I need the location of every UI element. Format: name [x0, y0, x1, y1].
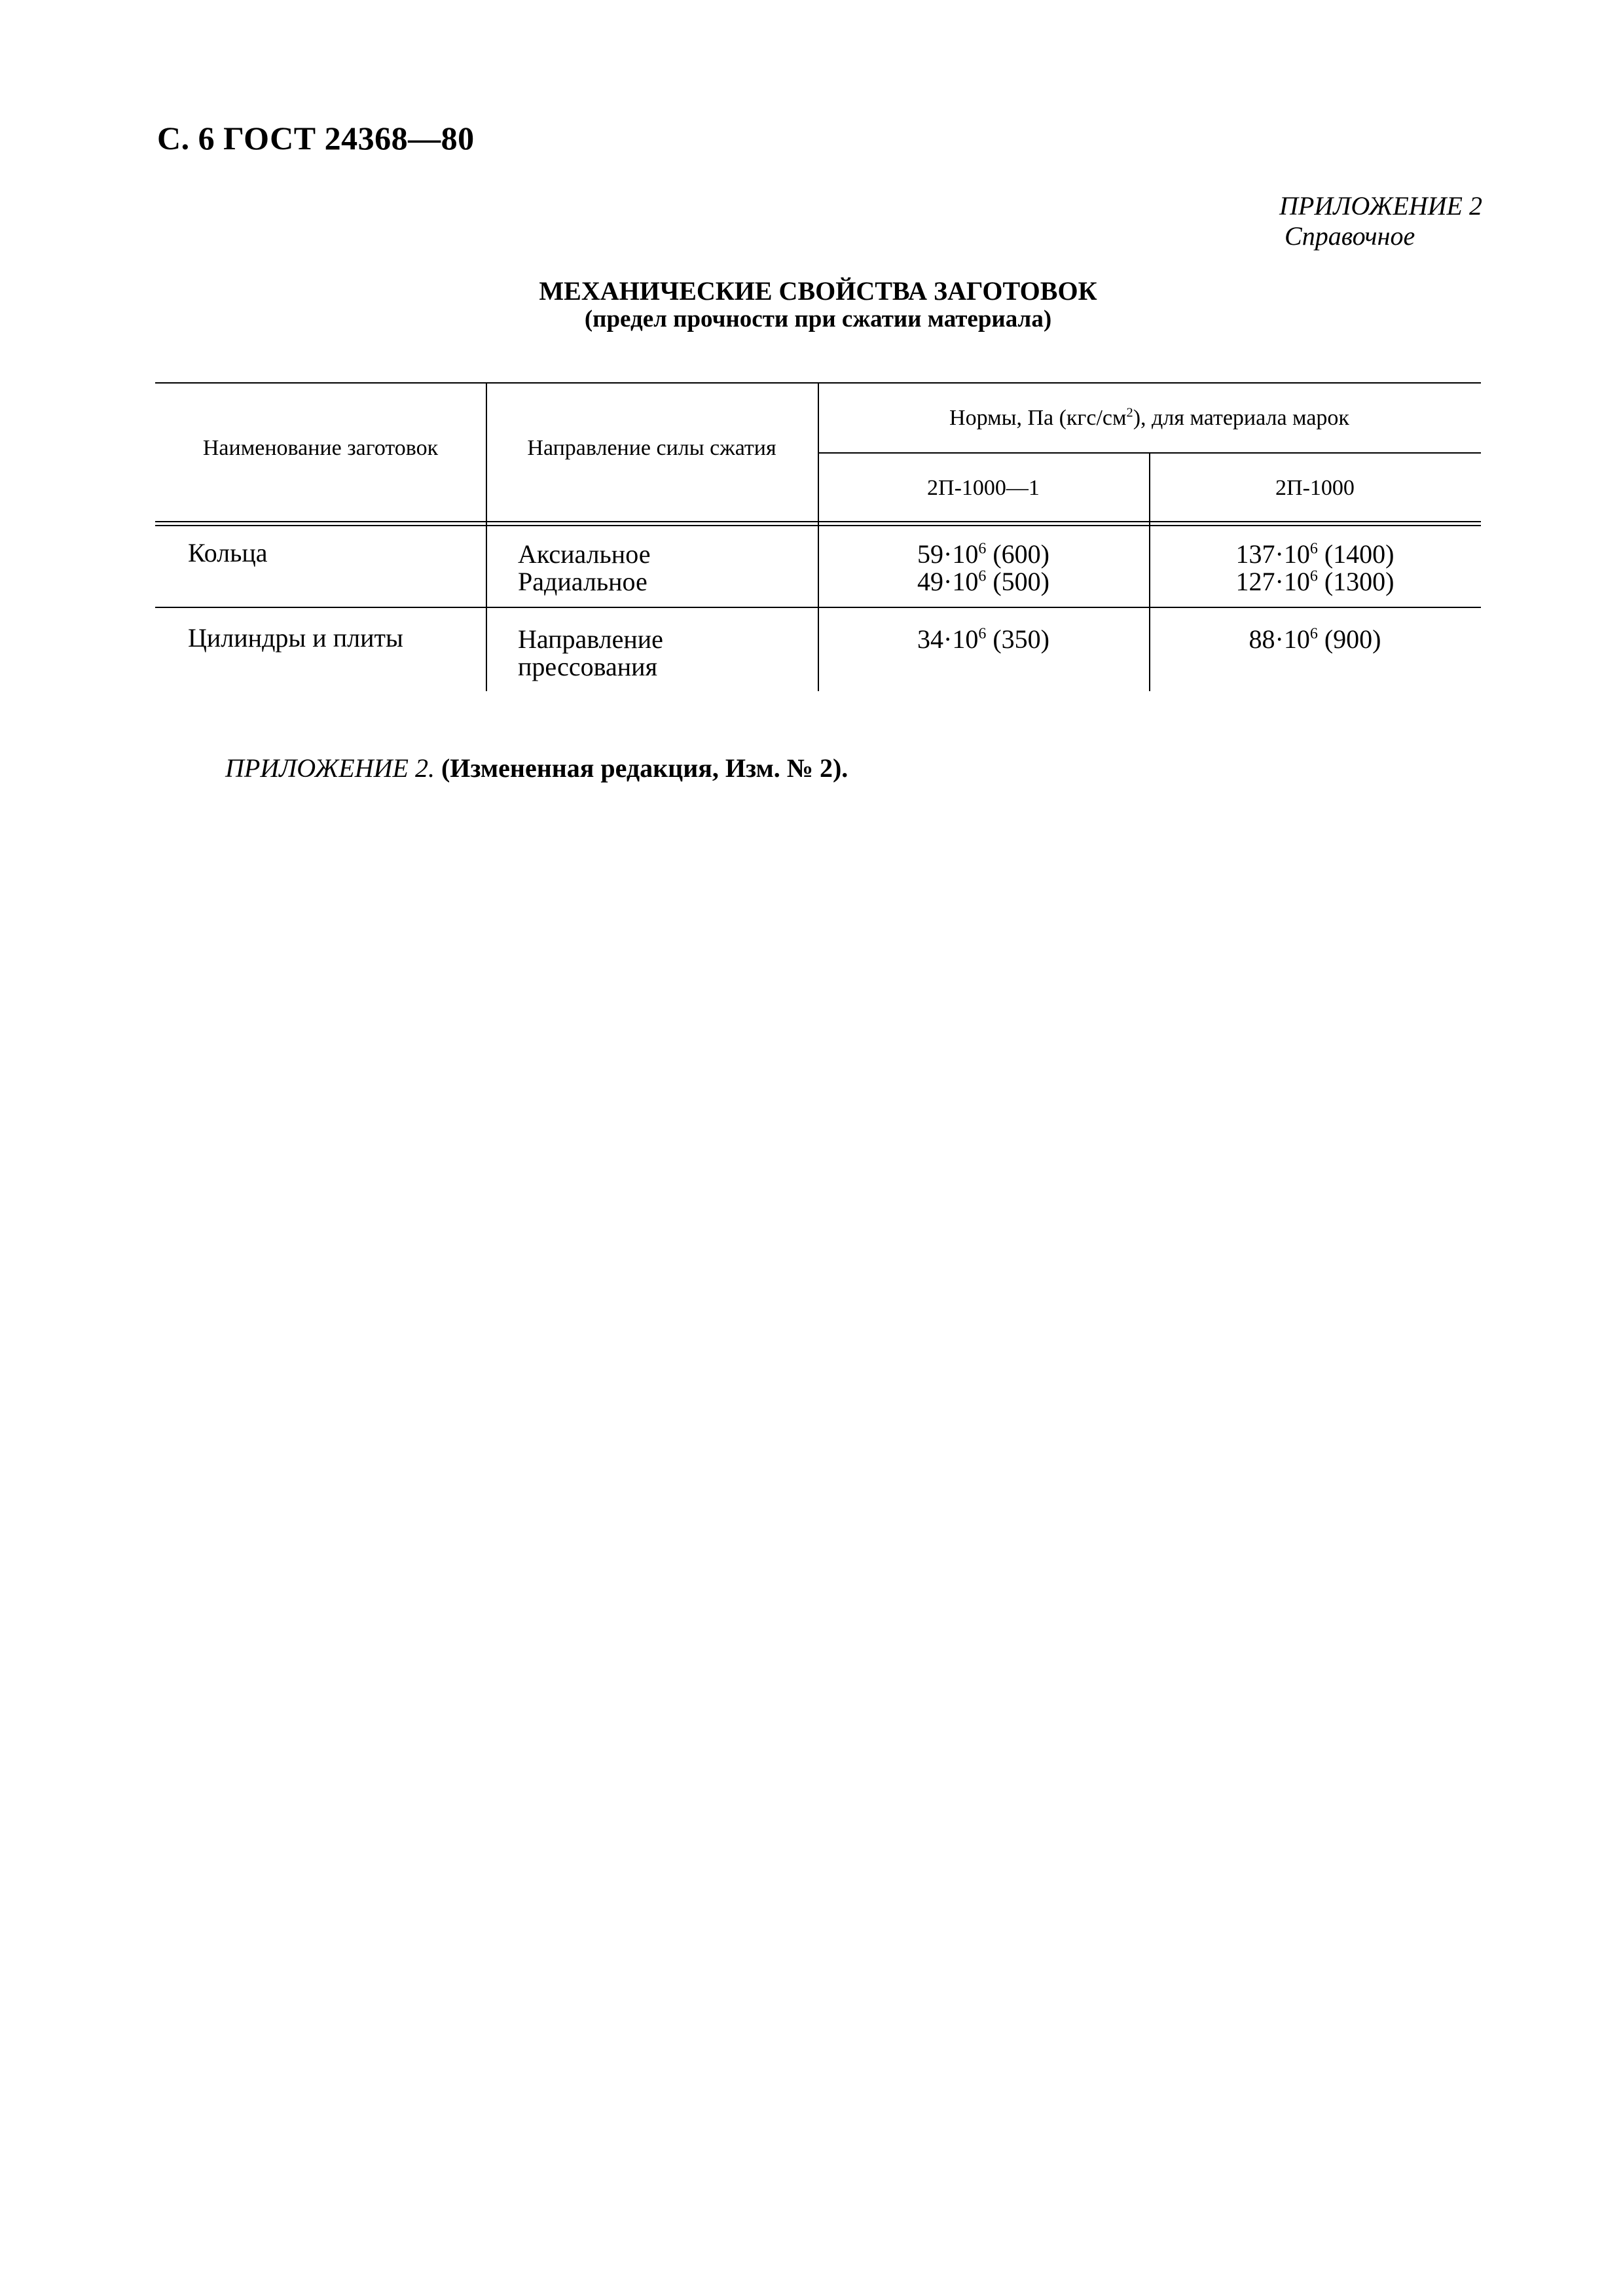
row-1-direction-2: Радиальное — [518, 567, 647, 596]
value-exponent: 6 — [1309, 540, 1318, 558]
row-2-direction-2: прессования — [518, 652, 657, 681]
title-main: МЕХАНИЧЕСКИЕ СВОЙСТВА ЗАГОТОВОК — [539, 276, 1097, 306]
amendment-appendix-ref: ПРИЛОЖЕНИЕ 2. — [225, 753, 435, 783]
row-1-grade-1-value-1 — [818, 541, 1149, 568]
amendment-note — [225, 753, 848, 783]
row-1-grade-2-value-1 — [1149, 541, 1481, 568]
value-kgf: (500) — [993, 567, 1049, 596]
header-direction: Направление силы сжатия — [527, 436, 776, 460]
row-2-direction — [518, 626, 663, 681]
value-mantissa: 49·10 — [917, 567, 979, 596]
row-2-grade-1 — [818, 626, 1149, 653]
value-kgf: (350) — [993, 624, 1049, 654]
row-2-direction-1: Направление — [518, 624, 663, 654]
header-grade-1: 2П-1000—1 — [927, 476, 1040, 500]
value-exponent: 6 — [978, 625, 987, 643]
value-mantissa: 88·10 — [1249, 624, 1310, 654]
value-kgf: (900) — [1324, 624, 1381, 654]
col-rule-1 — [486, 382, 487, 691]
row-1-grade-2 — [1149, 541, 1481, 596]
row-2-grade-2-value-1 — [1149, 626, 1481, 653]
document-title — [0, 277, 1623, 333]
row-1-direction-1: Аксиальное — [518, 539, 651, 569]
appendix-number: ПРИЛОЖЕНИЕ 2 — [1279, 191, 1482, 221]
value-kgf: (1300) — [1324, 567, 1395, 596]
value-exponent: 6 — [1309, 567, 1318, 585]
header-norms-post: ), для материала марок — [1133, 406, 1349, 430]
value-exponent: 6 — [978, 567, 987, 585]
row-1-direction — [518, 541, 650, 596]
row-1-grade-1 — [818, 541, 1149, 596]
row-1-grade-2-value-2 — [1149, 568, 1481, 596]
header-norms-sup: 2 — [1126, 405, 1133, 420]
header-norms-pre: Нормы, Па (кгс/см — [949, 406, 1127, 430]
properties-table — [155, 382, 1481, 691]
amendment-edition-note: (Измененная редакция, Изм. № 2). — [441, 753, 848, 783]
value-exponent: 6 — [978, 540, 987, 558]
value-kgf: (600) — [993, 539, 1049, 569]
row-2-name: Цилиндры и плиты — [188, 623, 403, 653]
appendix-label — [1279, 191, 1482, 251]
row-2-grade-2 — [1149, 626, 1481, 653]
value-mantissa: 34·10 — [917, 624, 979, 654]
row-2-grade-1-value-1 — [818, 626, 1149, 653]
header-norms — [818, 406, 1481, 431]
value-mantissa: 59·10 — [917, 539, 979, 569]
appendix-status: Справочное — [1285, 221, 1415, 251]
page-header: С. 6 ГОСТ 24368—80 — [157, 120, 475, 156]
title-subtitle: (предел прочности при сжатии материала) — [584, 306, 1052, 332]
value-kgf: (1400) — [1324, 539, 1395, 569]
row-1-grade-1-value-2 — [818, 568, 1149, 596]
header-name: Наименование заготовок — [202, 436, 439, 460]
value-mantissa: 137·10 — [1235, 539, 1310, 569]
header-grade-2: 2П-1000 — [1275, 476, 1355, 500]
value-mantissa: 127·10 — [1235, 567, 1310, 596]
value-exponent: 6 — [1309, 625, 1318, 643]
row-1-name: Кольца — [188, 538, 268, 567]
